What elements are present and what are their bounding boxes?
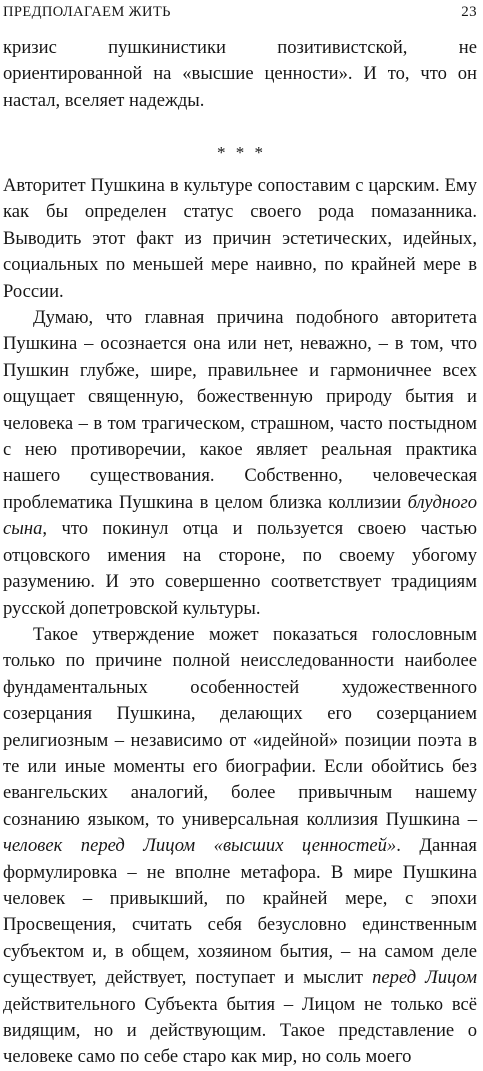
italic-phrase: человек перед Лицом «высших ценностей»: [3, 835, 397, 857]
paragraph-text: действительного Субъекта бытия – Лицом не только всё видящим, но и действующим. Такое представление о человеке само по себе старо как мир, но соль моего: [3, 993, 477, 1068]
paragraph-text: , что покинул отца и пользуется своею частью отцовского имения на стороне, по своему убогому разумению. И это совершенно соответствует традициям русской допетровской культуры.: [3, 518, 477, 619]
italic-phrase: блудного сына: [3, 491, 477, 540]
text-block-top: [3, 35, 477, 114]
text-block-main: [3, 173, 477, 1071]
paragraph-statement: [3, 622, 477, 1071]
paragraph-text: . Данная формулировка – не вполне метафора. В мире Пушкина человек – привыкший, по крайней мере, с эпохи Просвещения, считать себя безусловно единственным субъектом и, в общем, хозяином бытия, – на самом деле существует, действует, поступает и мыслит: [3, 835, 477, 989]
paragraph-text: Такое утверждение может показаться голословным только по причине полной неисследованности наиболее фундаментальных особенностей художественного созерцания Пушкина, делающих его созерцанием религиозным – независимо от «идейной» позиции поэта в те или иные моменты его биографии. Если обойтись без евангельских аналогий, более привычным нашему сознанию языком, то универсальная коллизия Пушкина –: [3, 623, 477, 830]
paragraph-continued: кризис пушкинистики позитивистской, не ориентированной на «высшие ценности». И то, что он настал, вселяет надежды.: [3, 37, 477, 111]
italic-phrase: перед Лицом: [372, 967, 477, 989]
page-number: 23: [461, 4, 477, 20]
paragraph-main-reason: [3, 305, 477, 622]
running-head: ПРЕДПОЛАГАЕМ ЖИТЬ: [3, 4, 171, 20]
page-header: [3, 4, 477, 22]
paragraph-authority: Авторитет Пушкина в культуре сопоставим с царским. Ему как бы определен статус своего рода помазанника. Выводить этот факт из причин эстетических, идейных, социальных по меньшей мере наивно, по крайней мере в России.: [3, 175, 477, 302]
paragraph-text: Думаю, что главная причина подобного авторитета Пушкина – осознается она или нет, неважно, – в том, что Пушкин глубже, шире, правильнее и гармоничнее всех ощущает священную, божественную природу бытия и человека – в том трагическом, страшном, часто постыдном с нею противоречии, какое являет реальная практика нашего существования. Собственно, человеческая проблематика Пушкина в целом близка коллизии: [3, 307, 477, 513]
section-separator: * * *: [217, 143, 266, 162]
